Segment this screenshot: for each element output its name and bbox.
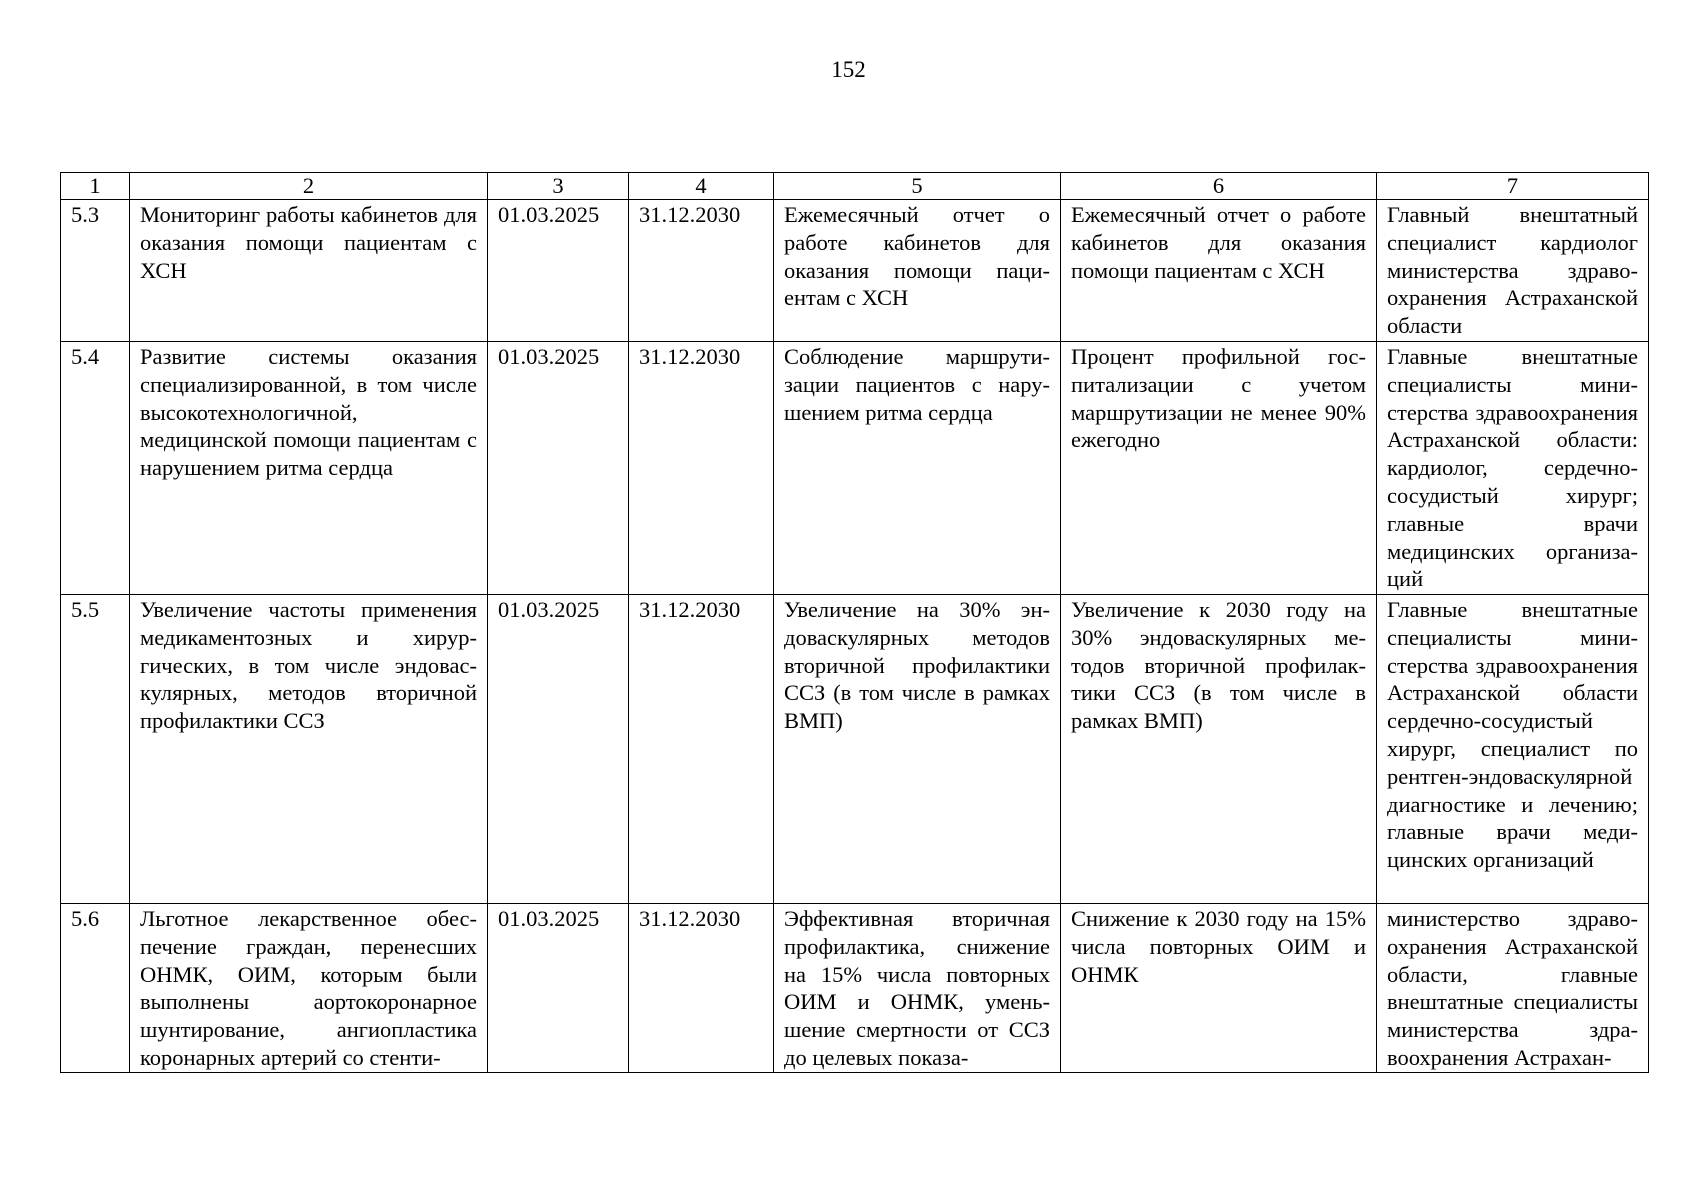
result-cell: Ежемесячный отчет о работе кабинетов для оказания помощи пациентам с ХСН	[774, 200, 1061, 342]
row-number: 5.6	[61, 904, 130, 1073]
responsible-cell: министерство здравоохранения Астраханской области, главные внештатные специалисты министерства здравоохранения Астрахан-	[1377, 904, 1649, 1073]
row-number: 5.5	[61, 595, 130, 904]
measure-cell: Развитие системы оказания специализированной, в том числе высокотехнологичной, медицинской помощи пациентам с нарушением ритма сердца	[130, 342, 488, 595]
page-number: 152	[831, 57, 866, 82]
start-date-cell: 01.03.2025	[488, 595, 629, 904]
indicator-cell: Увеличение к 2030 году на 30% эндоваскулярных методов вторичной профилактики ССЗ (в том числе в рамках ВМП)	[1061, 595, 1377, 904]
measure-cell: Увеличение частоты применения медикаментозных и хирургических, в том числе эндоваскулярных, методов вторичной профилактики ССЗ	[130, 595, 488, 904]
header-cell: 5	[774, 173, 1061, 200]
result-cell: Соблюдение маршрутизации пациентов с нарушением ритма сердца	[774, 342, 1061, 595]
end-date-cell: 31.12.2030	[629, 595, 774, 904]
header-cell: 1	[61, 173, 130, 200]
table-row	[61, 342, 1649, 595]
measure-cell: Льготное лекарственное обеспечение граждан, перенесших ОНМК, ОИМ, которым были выполнены аортокоронарное шунтирование, ангиопластика коронарных артерий со стенти-	[130, 904, 488, 1073]
end-date-cell: 31.12.2030	[629, 904, 774, 1073]
indicator-cell: Ежемесячный отчет о работе кабинетов для оказания помощи пациентам с ХСН	[1061, 200, 1377, 342]
indicator-cell: Снижение к 2030 году на 15% числа повторных ОИМ и ОНМК	[1061, 904, 1377, 1073]
header-cell: 7	[1377, 173, 1649, 200]
start-date-cell: 01.03.2025	[488, 904, 629, 1073]
header-cell: 3	[488, 173, 629, 200]
table-row	[61, 595, 1649, 904]
table-row	[61, 904, 1649, 1073]
measure-cell: Мониторинг работы кабинетов для оказания помощи пациентам с ХСН	[130, 200, 488, 342]
row-number: 5.3	[61, 200, 130, 342]
header-cell: 2	[130, 173, 488, 200]
end-date-cell: 31.12.2030	[629, 342, 774, 595]
start-date-cell: 01.03.2025	[488, 200, 629, 342]
responsible-cell: Главный внештатный специалист кардиолог министерства здравоохранения Астраханской области	[1377, 200, 1649, 342]
measures-table	[60, 172, 1649, 1073]
end-date-cell: 31.12.2030	[629, 200, 774, 342]
result-cell: Увеличение на 30% эндоваскулярных методов вторичной профилактики ССЗ (в том числе в рамках ВМП)	[774, 595, 1061, 904]
header-cell: 6	[1061, 173, 1377, 200]
start-date-cell: 01.03.2025	[488, 342, 629, 595]
header-row	[61, 173, 1649, 200]
header-cell: 4	[629, 173, 774, 200]
table-row	[61, 200, 1649, 342]
result-cell: Эффективная вторичная профилактика, снижение на 15% числа повторных ОИМ и ОНМК, уменьшение смертности от ССЗ до целевых показа-	[774, 904, 1061, 1073]
row-number: 5.4	[61, 342, 130, 595]
indicator-cell: Процент профильной госпитализации с учетом маршрутизации не менее 90% ежегодно	[1061, 342, 1377, 595]
responsible-cell: Главные внештатные специалисты министерства здравоохранения Астраханской области: кардиолог, сердечно-сосудистый хирург; главные врачи медицинских организаций	[1377, 342, 1649, 595]
responsible-cell: Главные внештатные специалисты министерства здравоохранения Астраханской области сердечно-сосудистый хирург, специалист по рентген-эндоваскулярной диагностике и лечению; главные врачи медицинских организаций	[1377, 595, 1649, 904]
